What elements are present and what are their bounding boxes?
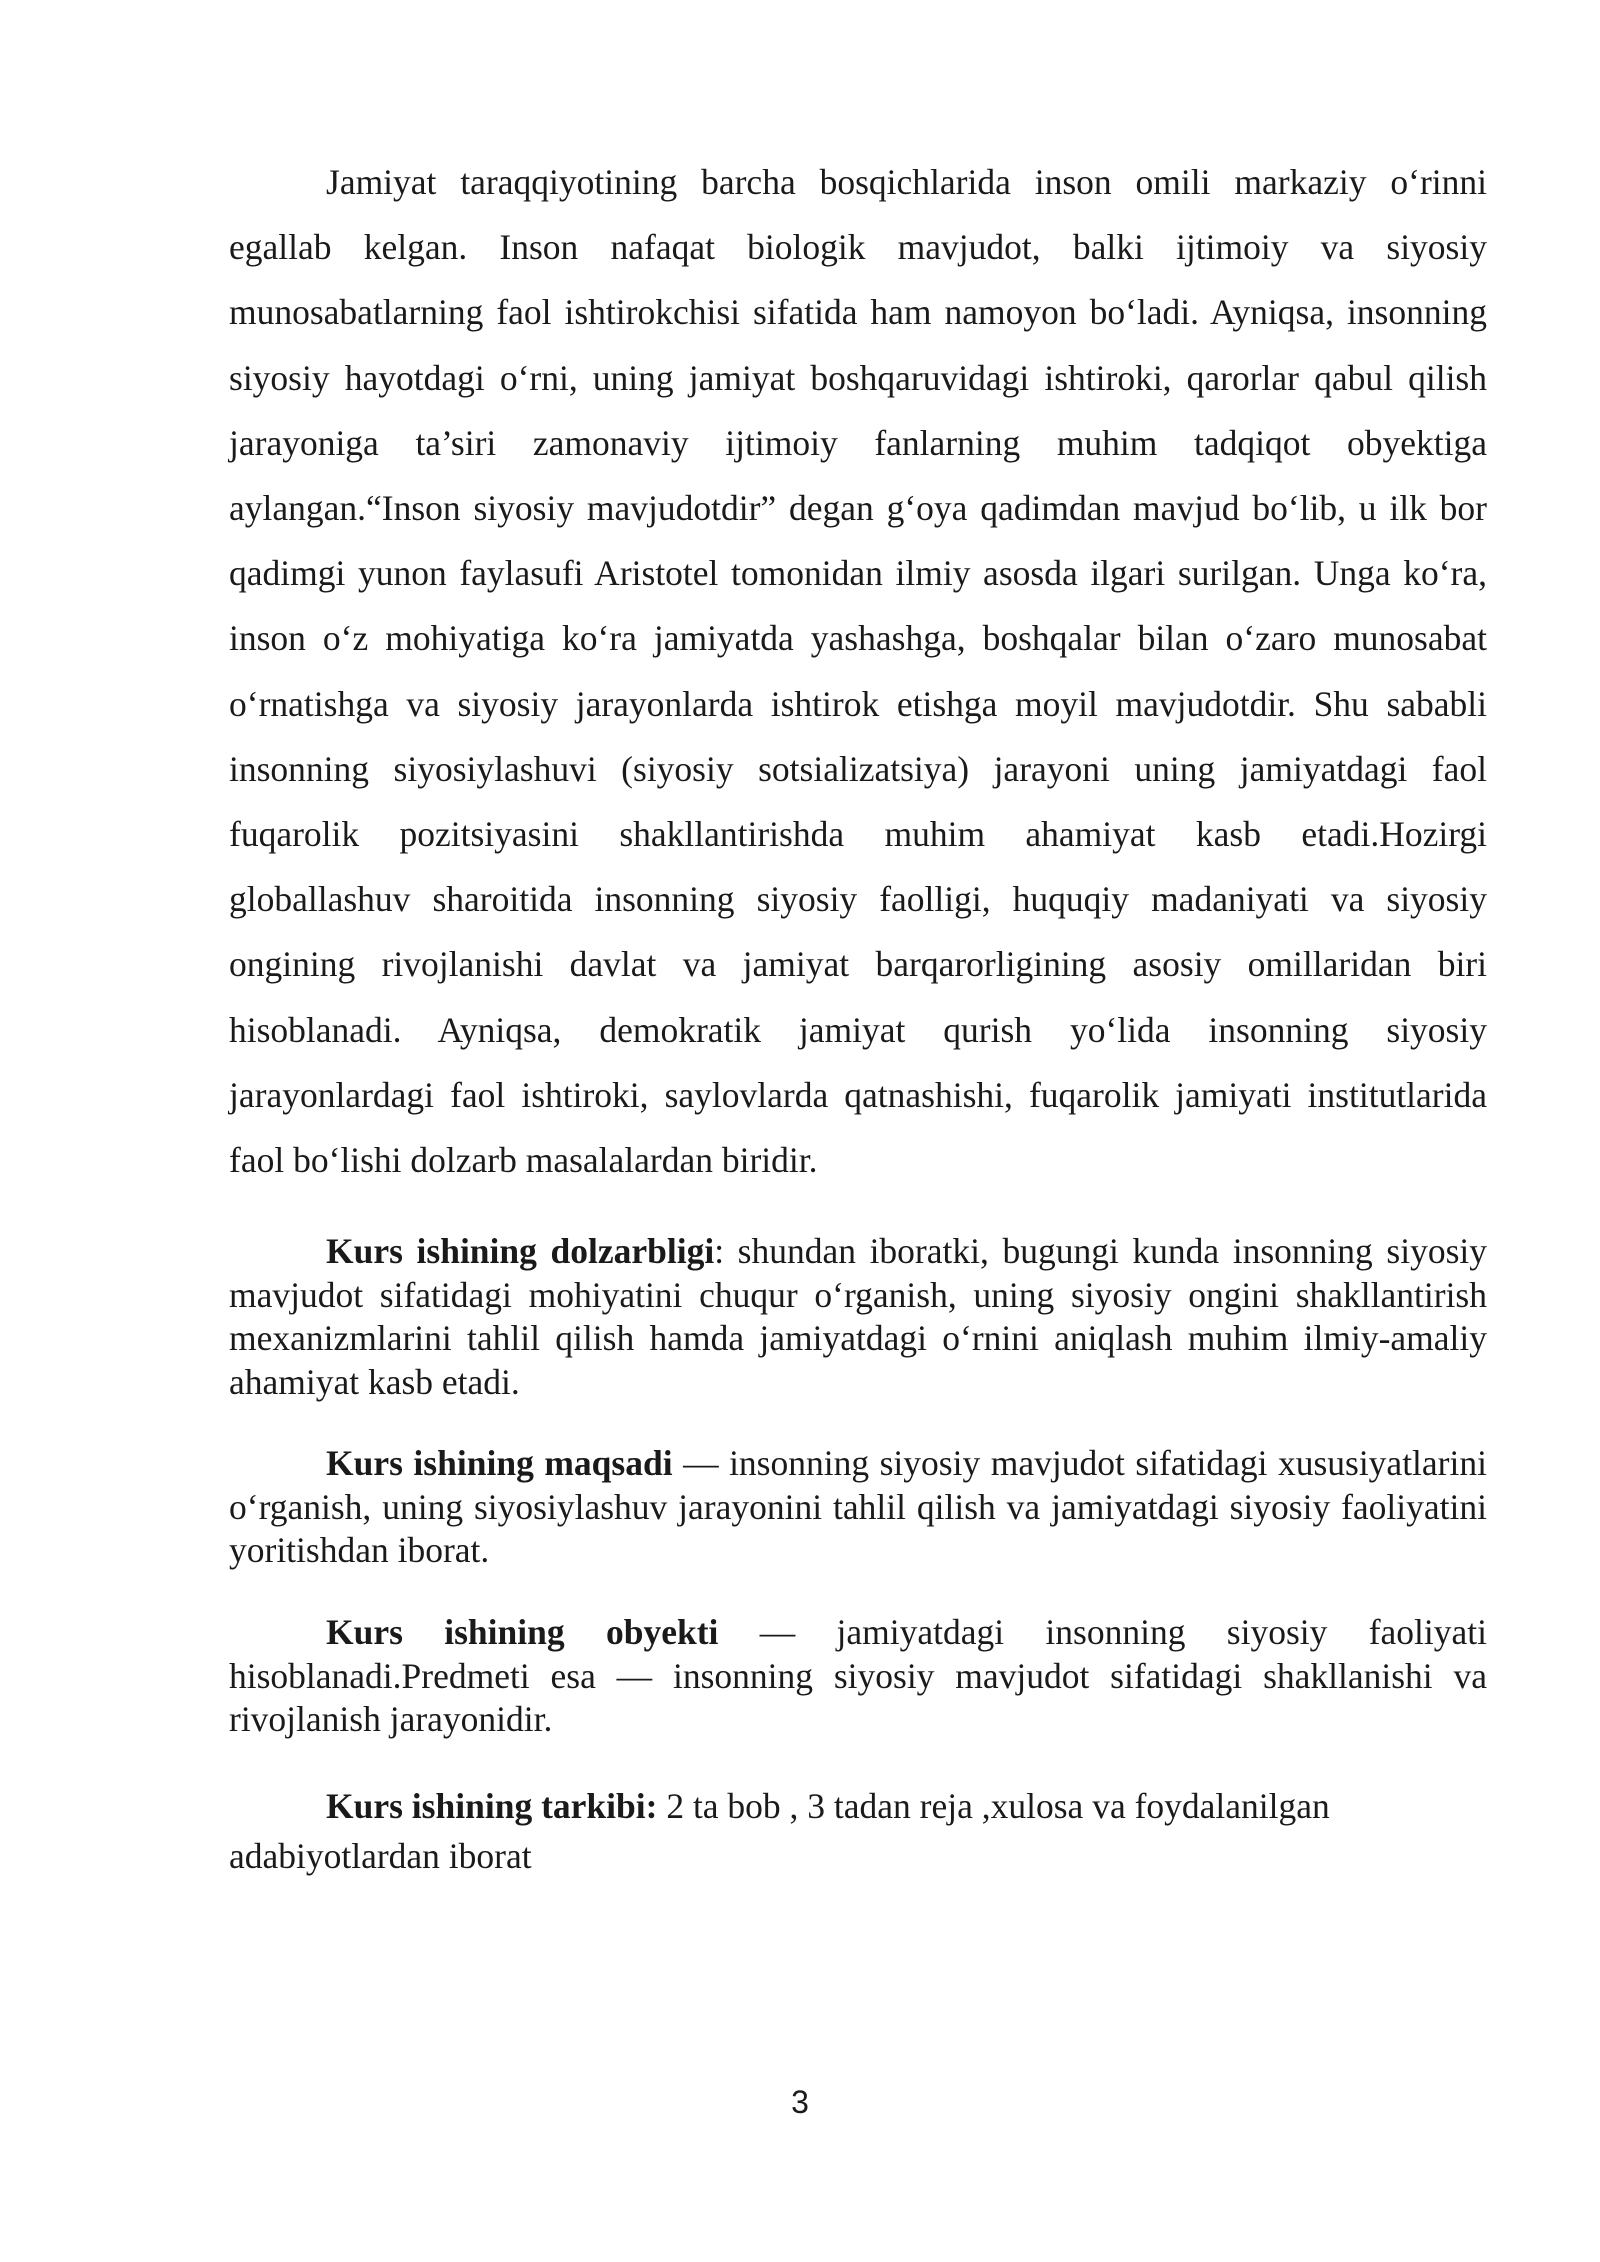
- section-object: [229, 1611, 1487, 1742]
- section-heading: Kurs ishining dolzarbligi: [326, 1231, 715, 1271]
- page-number: 3: [791, 2084, 809, 2120]
- section-heading: Kurs ishining obyekti: [326, 1612, 719, 1652]
- section-text: : shundan iboratki, bugungi kunda insonning siyosiy mavjudot sifatidagi mohiyatini chuqur o‘rganish, uning siyosiy ongini shakllantirish mexanizmlarini tahlil qilish hamda jamiyatdagi o‘rnini aniqlash muhim ilmiy-amaliy ahamiyat kasb etadi.: [229, 1231, 1487, 1402]
- section-text: — insonning siyosiy mavjudot sifatidagi xususiyatlarini o‘rganish, uning siyosiylashuv jarayonini tahlil qilish va jamiyatdagi siyosiy faoliyatini yoritishdan iborat.: [229, 1443, 1487, 1570]
- section-structure: [229, 1781, 1487, 1881]
- section-heading: Kurs ishining tarkibi:: [326, 1786, 658, 1826]
- section-text: — jamiyatdagi insonning siyosiy faoliyati hisoblanadi.Predmeti esa — insonning siyosiy mavjudot sifatidagi shakllanishi va rivojlanish jarayonidir.: [229, 1612, 1487, 1739]
- section-goal: [229, 1442, 1487, 1573]
- section-relevance: [229, 1230, 1487, 1404]
- intro-paragraph: Jamiyat taraqqiyotining barcha bosqichlarida inson omili markaziy o‘rinni egallab kelgan. Inson nafaqat biologik mavjudot, balki ijtimoiy va siyosiy munosabatlarning faol ishtirokchisi sifatida ham namoyon bo‘ladi. Ayniqsa, insonning siyosiy hayotdagi o‘rni, uning jamiyat boshqaruvidagi ishtiroki, qarorlar qabul qilish jarayoniga ta’siri zamonaviy ijtimoiy fanlarning muhim tadqiqot obyektiga aylangan.“Inson siyosiy mavjudotdir” degan g‘oya qadimdan mavjud bo‘lib, u ilk bor qadimgi yunon faylasufi Aristotel tomonidan ilmiy asosda ilgari surilgan. Unga ko‘ra, inson o‘z mohiyatiga ko‘ra jamiyatda yashashga, boshqalar bilan o‘zaro munosabat o‘rnatishga va siyosiy jarayonlarda ishtirok etishga moyil mavjudotdir. Shu sababli insonning siyosiylashuvi (siyosiy sotsializatsiya) jarayoni uning jamiyatdagi faol fuqarolik pozitsiyasini shakllantirishda muhim ahamiyat kasb etadi.Hozirgi globallashuv sharoitida insonning siyosiy faolligi, huquqiy madaniyati va siyosiy ongining rivojlanishi davlat va jamiyat barqarorligining asosiy omillaridan biri hisoblanadi. Ayniqsa, demokratik jamiyat qurish yo‘lida insonning siyosiy jarayonlardagi faol ishtiroki, saylovlarda qatnashishi, fuqarolik jamiyati institutlarida faol bo‘lishi dolzarb masalalardan biridir.: [229, 162, 1487, 1181]
- section-text: 2 ta bob , 3 tadan reja ,xulosa va foydalanilgan adabiyotlardan iborat: [229, 1786, 1330, 1876]
- section-heading: Kurs ishining maqsadi: [326, 1443, 673, 1483]
